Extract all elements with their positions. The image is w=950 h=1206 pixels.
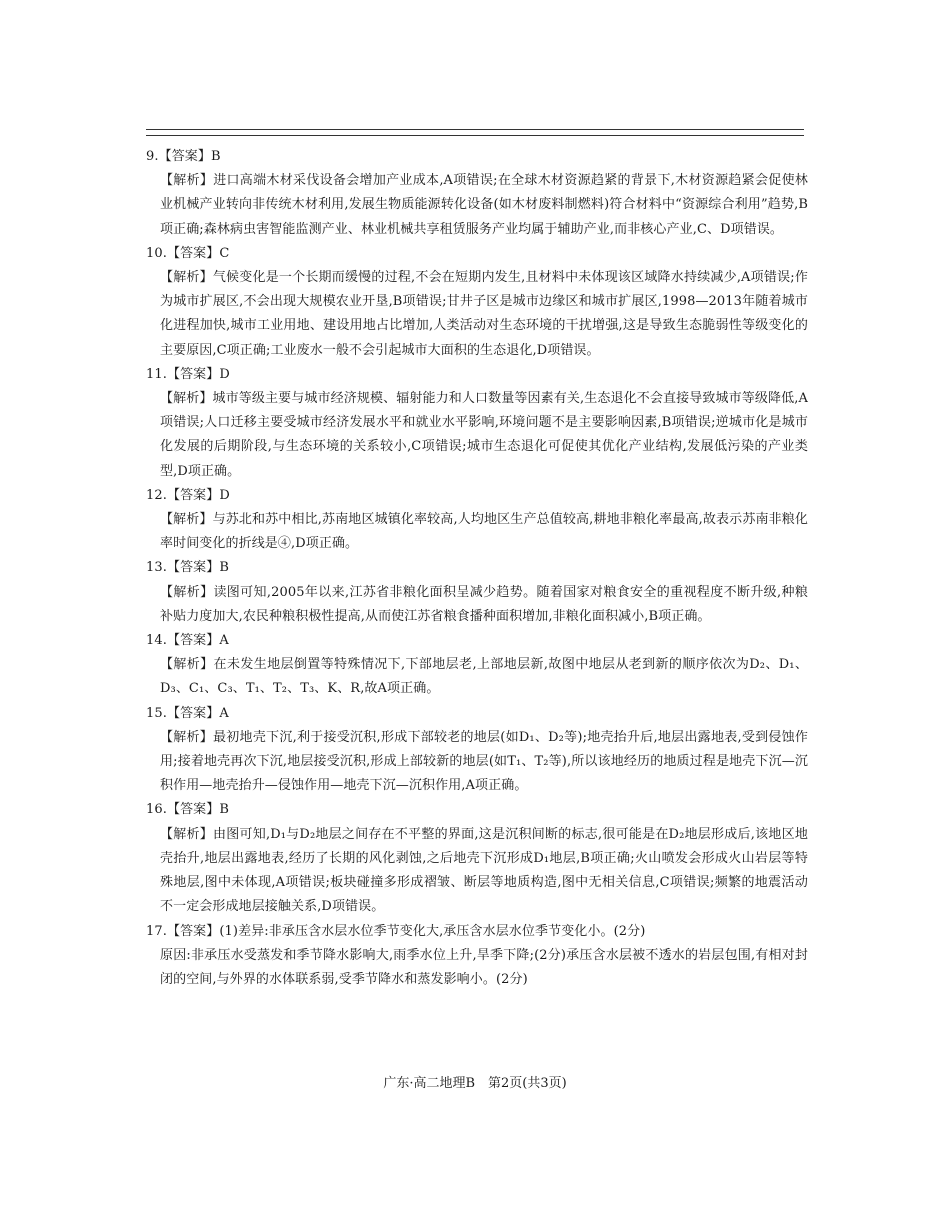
answer-item-12 <box>146 484 808 557</box>
page-footer: 广东·高二地理B 第2页(共3页) <box>383 1076 567 1091</box>
answer-line: 14.【答案】A <box>146 633 229 649</box>
explanation-text: 【解析】进口高端木材采伐设备会增加产业成本,A项错误;在全球木材资源趋紧的背景下,木材资源趋紧会促使林业机械产业转向非传统木材利用,发展生物质能源转化设备(如木材废料制燃料)符合材料中“资源综合利用”趋势,B项正确;森林病虫害智能监测产业、林业机械共享租赁服务产业均属于辅助产业,而非核心产业,C、D项错误。 <box>160 173 808 237</box>
answer-item-11 <box>146 363 808 484</box>
answer-item-16 <box>146 798 808 919</box>
answer-line: 15.【答案】A <box>146 705 229 721</box>
answer-line: 12.【答案】D <box>146 487 230 503</box>
explanation-text: 【解析】与苏北和苏中相比,苏南地区城镇化率较高,人均地区生产总值较高,耕地非粮化率最高,故表示苏南非粮化率时间变化的折线是④,D项正确。 <box>160 512 808 552</box>
answer-item-14 <box>146 629 808 702</box>
explanation-text: 原因:非承压水受蒸发和季节降水影响大,雨季水位上升,旱季下降;(2分)承压含水层被不透水的岩层包围,有相对封闭的空间,与外界的水体联系弱,受季节降水和蒸发影响小。(2分) <box>160 947 808 987</box>
answer-line: 11.【答案】D <box>146 366 230 382</box>
answer-item-9 <box>146 145 808 242</box>
answer-line: 13.【答案】B <box>146 560 230 576</box>
explanation-text: 【解析】城市等级主要与城市经济规模、辐射能力和人口数量等因素有关,生态退化不会直接导致城市等级降低,A项错误;人口迁移主要受城市经济发展水平和就业水平影响,环境问题不是主要影响因素,B项错误;逆城市化是城市化发展的后期阶段,与生态环境的关系较小,C项错误;城市生态退化可促使其优化产业结构,发展低污染的产业类型,D项正确。 <box>160 391 808 479</box>
answer-item-15 <box>146 702 808 799</box>
answer-item-10 <box>146 242 808 363</box>
header-double-rule <box>146 129 804 136</box>
explanation-text: 【解析】最初地壳下沉,利于接受沉积,形成下部较老的地层(如D₁、D₂等);地壳抬升后,地层出露地表,受到侵蚀作用;接着地壳再次下沉,地层接受沉积,形成上部较新的地层(如T₁、T₂等),所以该地经历的地质过程是地壳下沉—沉积作用—地壳抬升—侵蚀作用—地壳下沉—沉积作用,A项正确。 <box>160 729 808 794</box>
explanation-text: 【解析】由图可知,D₁与D₂地层之间存在不平整的界面,这是沉积间断的标志,很可能是在D₂地层形成后,该地区地壳抬升,地层出露地表,经历了长期的风化剥蚀,之后地壳下沉形成D₁地层,B项正确;火山喷发会形成火山岩层等特殊地层,图中未体现,A项错误;板块碰撞多形成褶皱、断层等地质构造,图中无相关信息,C项错误;频繁的地震活动不一定会形成地层接触关系,D项错误。 <box>160 826 808 915</box>
answer-line: 10.【答案】C <box>146 245 230 261</box>
answer-line: 17.【答案】(1)差异:非承压含水层水位季节变化大,承压含水层水位季节变化小。(2分) <box>146 923 646 939</box>
answer-item-13 <box>146 556 808 629</box>
explanation-text: 【解析】读图可知,2005年以来,江苏省非粮化面积呈减少趋势。随着国家对粮食安全的重视程度不断升级,种粮补贴力度加大,农民种粮积极性提高,从而使江苏省粮食播种面积增加,非粮化面积减小,B项正确。 <box>160 584 808 624</box>
answer-content <box>146 145 808 992</box>
explanation-text: 【解析】气候变化是一个长期而缓慢的过程,不会在短期内发生,且材料中未体现该区域降水持续减少,A项错误;作为城市扩展区,不会出现大规模农业开垦,B项错误;甘井子区是城市边缘区和城市扩展区,1998—2013年随着城市化进程加快,城市工业用地、建设用地占比增加,人类活动对生态环境的干扰增强,这是导致生态脆弱性等级变化的主要原因,C项正确;工业废水一般不会引起城市大面积的生态退化,D项错误。 <box>160 270 808 358</box>
answer-line: 9.【答案】B <box>146 149 221 164</box>
answer-line: 16.【答案】B <box>146 802 230 818</box>
explanation-text: 【解析】在未发生地层倒置等特殊情况下,下部地层老,上部地层新,故图中地层从老到新的顺序依次为D₂、D₁、D₃、C₁、C₃、T₁、T₂、T₃、K、R,故A项正确。 <box>160 657 808 697</box>
answer-item-17 <box>146 920 808 993</box>
